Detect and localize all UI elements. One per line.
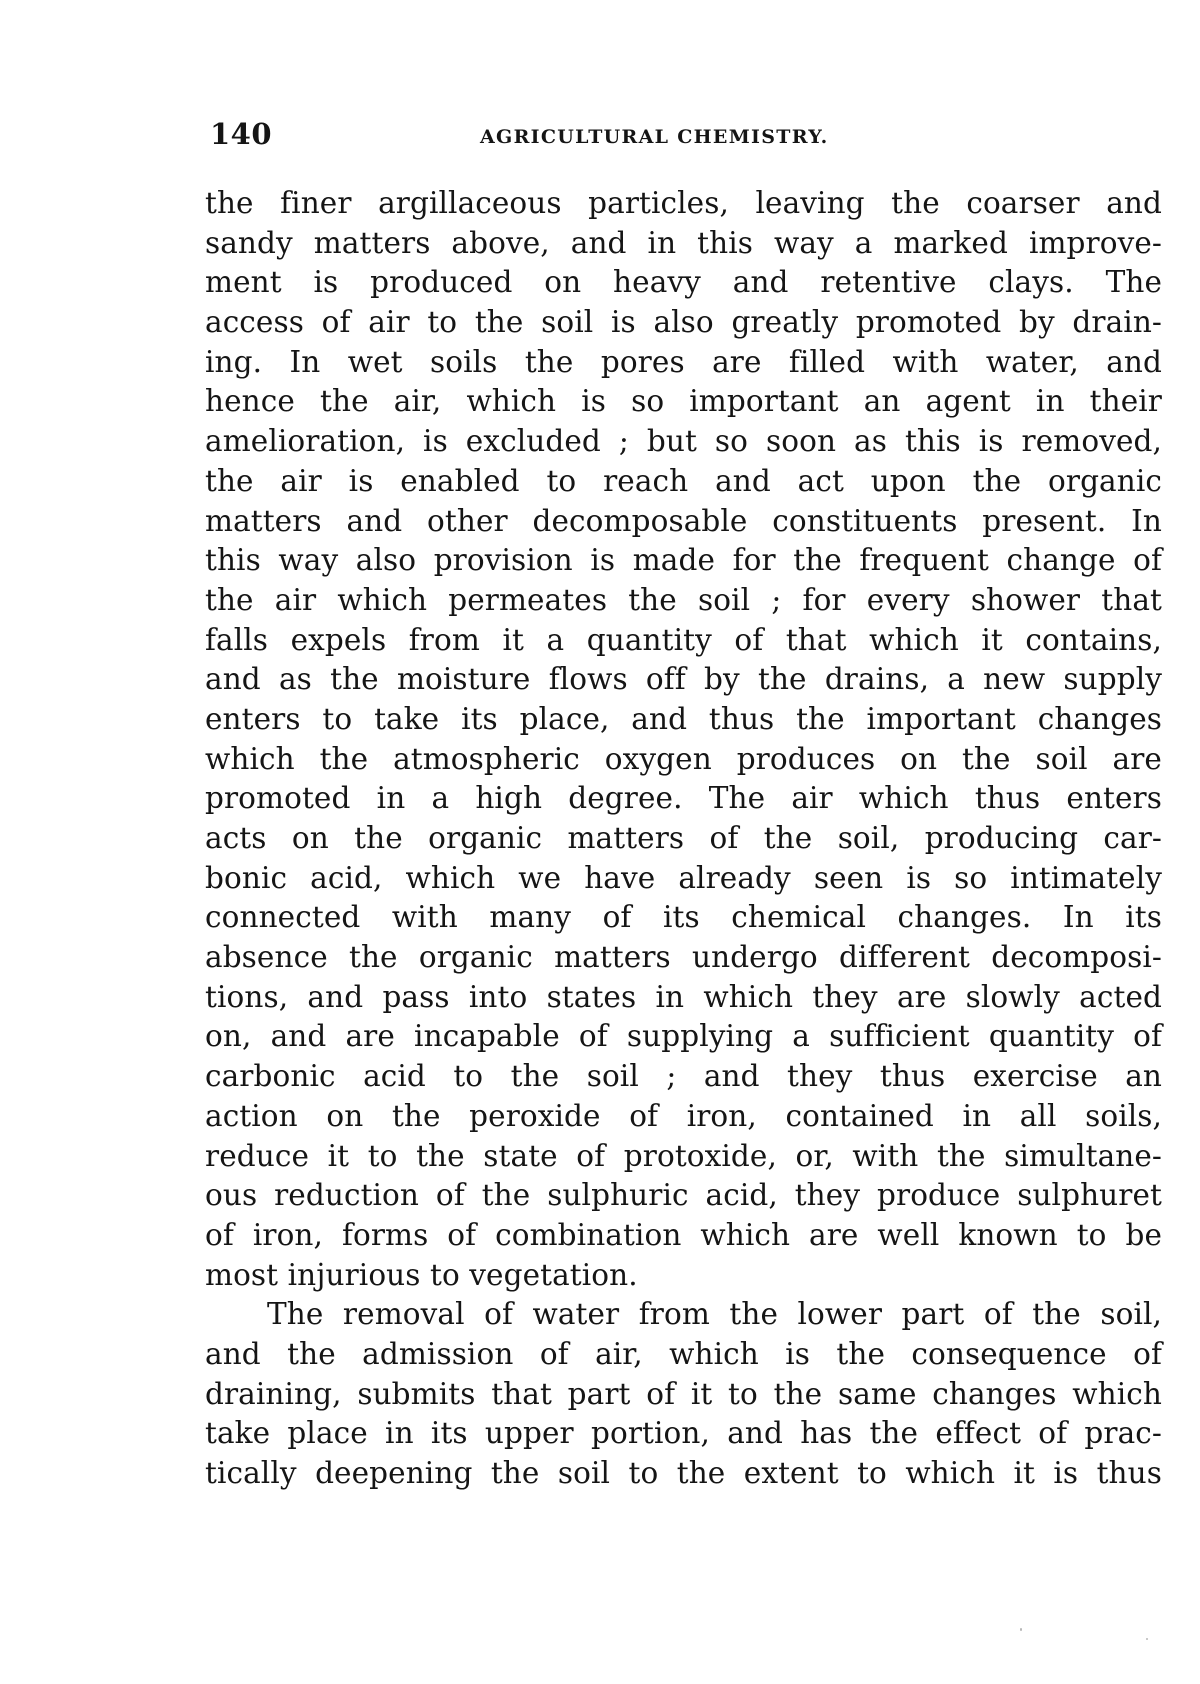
text-line: the finer argillaceous particles, leaving the coarser and xyxy=(205,186,1162,220)
text-line: absence the organic matters undergo different decomposi- xyxy=(205,940,1162,975)
text-line: carbonic acid to the soil ; and they thus exercise an xyxy=(205,1059,1162,1094)
text-line: the air which permeates the soil ; for every shower that xyxy=(205,582,1162,617)
text-line: connected with many of its chemical changes. In its xyxy=(205,900,1162,935)
page-speck xyxy=(1020,1628,1022,1631)
page-header xyxy=(210,117,1160,161)
text-line: access of air to the soil is also greatly promoted by drain- xyxy=(205,305,1162,340)
paragraph-1 xyxy=(205,184,1162,1295)
text-line: on, and are incapable of supplying a sufficient quantity of xyxy=(205,1019,1162,1054)
text-line: tically deepening the soil to the extent to which it is thus xyxy=(205,1456,1162,1490)
text-line: hence the air, which is so important an agent in their xyxy=(205,384,1162,419)
paragraph-2 xyxy=(205,1295,1162,1493)
text-line: amelioration, is excluded ; but so soon as this is removed, xyxy=(205,424,1162,459)
text-line: ing. In wet soils the pores are filled with water, and xyxy=(205,344,1162,379)
text-line: most injurious to vegetation. xyxy=(205,1257,638,1292)
text-line: action on the peroxide of iron, contained in all soils, xyxy=(205,1098,1162,1133)
text-line: the air is enabled to reach and act upon the organic xyxy=(205,463,1162,498)
text-line: sandy matters above, and in this way a marked improve- xyxy=(205,225,1162,260)
page-speck xyxy=(1146,1638,1148,1640)
text-line: reduce it to the state of protoxide, or, with the simultane- xyxy=(205,1138,1162,1173)
text-line: acts on the organic matters of the soil, producing car- xyxy=(205,821,1162,855)
text-line: draining, submits that part of it to the same changes which xyxy=(205,1376,1162,1411)
text-line: tions, and pass into states in which they are slowly acted xyxy=(205,979,1162,1014)
text-line: enters to take its place, and thus the important changes xyxy=(205,701,1162,736)
text-line: of iron, forms of combination which are well known to be xyxy=(205,1217,1162,1252)
text-line: this way also provision is made for the frequent change of xyxy=(205,543,1162,578)
text-line: which the atmospheric oxygen produces on the soil are xyxy=(205,741,1162,776)
text-line: ment is produced on heavy and retentive clays. The xyxy=(205,265,1162,300)
page-number: 140 xyxy=(210,117,273,151)
text-line: and the admission of air, which is the consequence of xyxy=(205,1336,1162,1371)
body-text xyxy=(205,184,1162,1494)
text-line: bonic acid, which we have already seen is so intimately xyxy=(205,860,1162,895)
text-line: and as the moisture flows off by the drains, a new supply xyxy=(205,662,1162,697)
running-head: AGRICULTURAL CHEMISTRY. xyxy=(480,126,829,148)
text-line: take place in its upper portion, and has the effect of prac- xyxy=(205,1416,1162,1451)
text-line: ous reduction of the sulphuric acid, they produce sulphuret xyxy=(205,1178,1162,1213)
text-line: matters and other decomposable constituents present. In xyxy=(205,503,1162,538)
text-line: falls expels from it a quantity of that which it contains, xyxy=(205,622,1162,657)
text-line: promoted in a high degree. The air which thus enters xyxy=(205,781,1162,816)
text-line: The removal of water from the lower part of the soil, xyxy=(267,1297,1162,1332)
